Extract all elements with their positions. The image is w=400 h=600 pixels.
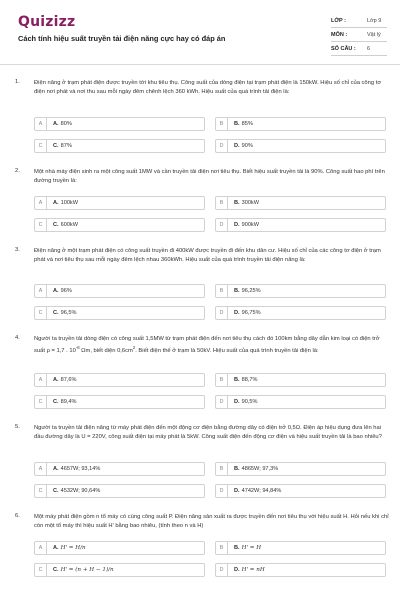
option-letter: A [35,285,47,297]
option-text: B. H' = H [234,545,262,551]
q3-option-a[interactable] [34,284,205,298]
option-letter: C [35,396,47,408]
option-letter: C [35,307,47,319]
option-letter: A [35,374,47,386]
question-text: Người ta truyền tải dòng điện có công suất 1,5MW từ trạm phát điện đến nơi tiêu thụ cách đó 100km bằng dây dẫn kim loại có điện trở suất ρ = 1,7 . $10^{-8}$ Ωm, biết diện $0,6cm^2$. Biết điện thế ở trạm là 50kV. Hiệu suất của quá trình truyền tải điện là: [34,336,380,354]
question-number: 2. [15,168,20,174]
question-text: Điện năng ở trạm phát điện được truyền tới khu tiêu thụ. Công suất của dòng điện tại trạm phát điện là 150kW. Hiệu số chỉ của công tơ điện nơi phát và nơi thu sau mỗi ngày đêm chênh lệch 360 kWh. Hiệu suất của quá trình tải điện là: [34,80,382,95]
q5-option-c[interactable] [34,484,205,498]
q4-option-c[interactable] [34,395,205,409]
q1-option-c[interactable] [34,139,205,153]
option-letter: A [35,197,47,209]
option-letter: A [35,118,47,130]
meta-value: 6 [367,45,371,52]
option-letter: D [216,396,228,408]
option-letter: B [216,463,228,475]
q2-option-d[interactable] [215,218,386,232]
option-text: A. 4657W; 93,14% [53,466,101,472]
option-letter: B [216,374,228,386]
option-letter: D [216,564,228,576]
option-text: C. 87% [53,143,72,149]
q4-option-b[interactable] [215,373,386,387]
option-text: D. H' = nH [234,567,265,573]
option-letter: D [216,485,228,497]
question-number: 5. [15,424,20,430]
meta-row-count [331,42,387,56]
q2-option-a[interactable] [34,196,205,210]
option-text: A. 100kW [53,200,79,206]
option-letter: C [35,485,47,497]
option-letter: C [35,140,47,152]
q1-option-b[interactable] [215,117,386,131]
question-number: 1. [15,79,20,85]
page-header [0,0,400,64]
option-letter: D [216,307,228,319]
option-letter: B [216,118,228,130]
option-text: C. 600kW [53,222,79,228]
q2-option-c[interactable] [34,218,205,232]
option-text: A. H' = H/n [53,545,86,551]
question-number: 4. [15,335,20,341]
q6-option-c[interactable] [34,563,205,577]
meta-row-subject [331,28,387,42]
option-text: A. 96% [53,288,72,294]
option-text: C. 4532W; 90,64% [53,488,101,494]
q5-option-b[interactable] [215,462,386,476]
option-text: A. 87,6% [53,377,77,383]
q6-option-d[interactable] [215,563,386,577]
meta-label: MÔN : [331,31,348,38]
meta-value: Vật lý [367,31,381,38]
q1-option-d[interactable] [215,139,386,153]
meta-table [331,14,387,56]
meta-value: Lớp 9 [367,17,382,24]
option-letter: B [216,197,228,209]
q6-option-b[interactable] [215,541,386,555]
option-text: B. 88,7% [234,377,258,383]
option-text: B. 85% [234,121,253,127]
meta-label: SỐ CÂU : [331,45,356,52]
option-letter: B [216,285,228,297]
q3-option-d[interactable] [215,306,386,320]
option-letter: A [35,542,47,554]
header-divider [0,64,400,65]
q5-option-a[interactable] [34,462,205,476]
question-number: 3. [15,247,20,253]
option-text: B. 4865W; 97,3% [234,466,279,472]
meta-label: LỚP : [331,17,346,24]
option-text: D. 90,5% [234,399,258,405]
option-text: D. 90% [234,143,253,149]
option-text: C. 96,5% [53,310,77,316]
question-text: Người ta truyền tải điện năng từ máy phát điện đến một động cơ điện bằng đường dây có điện trở 0,5Ω. Điện áp hiệu dụng đưa lên hai đầu đường dây là U = 220V, công suất điện tại máy phát là 5kW. Công suất điện đến động cơ điện và hiệu suất truyền tải là bao nhiêu? [34,425,382,440]
option-text: C. H' = (n + H − 1)/n [53,567,114,573]
question-text: Một máy phát điện gồm n tổ máy có cùng công suất P. Điện năng sản xuất ra được truyền đến nơi tiêu thụ với hiệu suất H. Hỏi nếu khi chỉ còn một tổ máy thì hiệu suất H' bằng bao nhiêu, (tính theo n và H) [34,514,389,529]
option-text: C. 89,4% [53,399,77,405]
option-text: B. 300kW [234,200,260,206]
q5-option-d[interactable] [215,484,386,498]
option-text: D. 96,75% [234,310,261,316]
q2-option-b[interactable] [215,196,386,210]
option-letter: A [35,463,47,475]
quizizz-logo: Quizizz [18,14,76,30]
option-letter: D [216,140,228,152]
option-letter: B [216,542,228,554]
option-text: A. 80% [53,121,72,127]
meta-row-grade [331,14,387,28]
option-text: D. 900kW [234,222,260,228]
page-title: Cách tính hiệu suất truyền tải điện năng cực hay có đáp án [18,34,226,43]
q6-option-a[interactable] [34,541,205,555]
option-letter: D [216,219,228,231]
question-number: 6. [15,513,20,519]
q1-option-a[interactable] [34,117,205,131]
q3-option-b[interactable] [215,284,386,298]
question-text: Một nhà máy điện sinh ra một công suất 1MW và cần truyền tải điện nơi tiêu thụ. Biết hiệu suất truyền tải là 90%. Công suất hao phí trên đường truyền là: [34,169,385,184]
option-letter: C [35,564,47,576]
question-text: Điện năng ở một trạm phát điện có công suất truyền đi 400kW được truyền đi đến khu dân cư. Hiệu số chỉ của các công tơ điện ở trạm phát và nơi tiêu thụ sau mỗi ngày đêm lệch nhau 360kWh. Hiệu suất của quá trình truyền tải điện năng là: [34,248,381,263]
option-text: B. 96,25% [234,288,261,294]
q4-option-a[interactable] [34,373,205,387]
q3-option-c[interactable] [34,306,205,320]
option-letter: C [35,219,47,231]
q4-option-d[interactable] [215,395,386,409]
option-text: D. 4742W; 94,84% [234,488,282,494]
